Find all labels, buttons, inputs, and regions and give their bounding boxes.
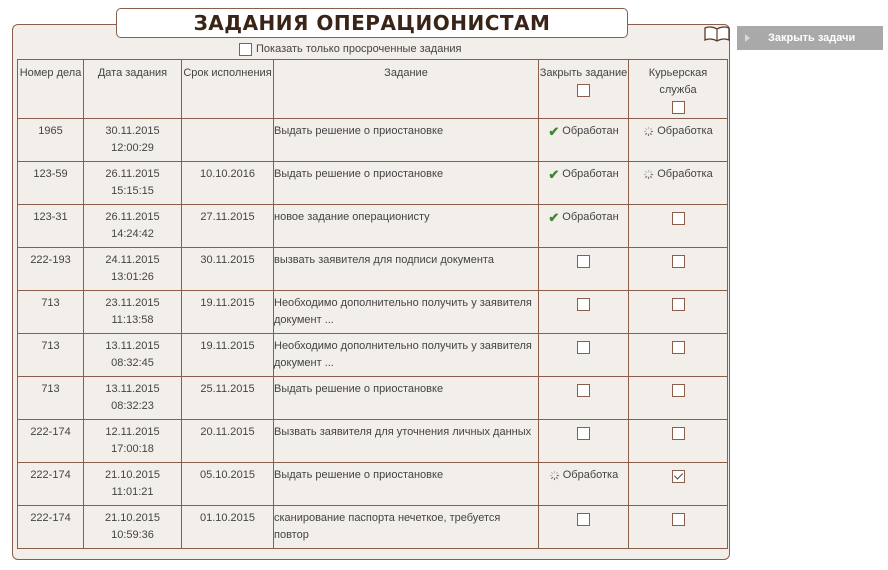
courier-checkbox[interactable] bbox=[672, 384, 685, 397]
case-number: 222-193 bbox=[30, 254, 71, 266]
checkmark-icon: ✔ bbox=[548, 167, 560, 182]
spinner-icon bbox=[549, 470, 560, 481]
col-header-number: Номер дела bbox=[18, 60, 84, 119]
checkmark-icon: ✔ bbox=[548, 210, 560, 225]
task-date: 13.11.2015 bbox=[105, 383, 160, 395]
task-text: Выдать решение о приостановке bbox=[274, 125, 444, 137]
courier-cell bbox=[629, 506, 728, 549]
courier-cell bbox=[629, 463, 728, 506]
task-date-cell bbox=[84, 463, 182, 506]
close-task-checkbox[interactable] bbox=[577, 513, 590, 526]
courier-all-checkbox[interactable] bbox=[672, 101, 685, 114]
deadline-cell bbox=[182, 420, 274, 463]
case-number: 123-31 bbox=[33, 211, 68, 223]
task-time: 12:00:29 bbox=[111, 142, 154, 154]
case-number: 222-174 bbox=[30, 469, 71, 481]
close-task-cell bbox=[539, 463, 629, 506]
courier-cell bbox=[629, 205, 728, 248]
col-header-date: Дата задания bbox=[84, 60, 182, 119]
task-date: 30.11.2015 bbox=[105, 125, 160, 137]
case-number: 222-174 bbox=[30, 426, 71, 438]
task-cell bbox=[274, 248, 539, 291]
close-task-checkbox[interactable] bbox=[577, 255, 590, 268]
overdue-filter-checkbox[interactable] bbox=[239, 43, 252, 56]
task-date: 21.10.2015 bbox=[104, 469, 161, 481]
close-tasks-label: Закрыть задачи bbox=[768, 32, 856, 44]
courier-checkbox[interactable] bbox=[672, 298, 685, 311]
task-text: Выдать решение о приостановке bbox=[274, 469, 444, 481]
status-text: Обработан bbox=[562, 168, 619, 180]
task-time: 08:32:45 bbox=[111, 357, 154, 369]
case-number: 1965 bbox=[38, 125, 63, 137]
deadline-cell bbox=[182, 506, 274, 549]
case-number-cell bbox=[18, 420, 84, 463]
task-date-cell bbox=[84, 506, 182, 549]
table-row[interactable] bbox=[18, 377, 728, 420]
task-date-cell bbox=[84, 420, 182, 463]
status-text: Обработка bbox=[657, 125, 713, 137]
col-header-close: Закрыть задание bbox=[539, 60, 629, 119]
task-time: 14:24:42 bbox=[111, 228, 154, 240]
spinner-icon bbox=[643, 126, 654, 137]
courier-cell bbox=[629, 334, 728, 377]
courier-checkbox[interactable] bbox=[672, 427, 685, 440]
overdue-filter-label: Показать только просроченные задания bbox=[256, 43, 462, 55]
table-row[interactable] bbox=[18, 205, 728, 248]
task-time: 11:01:21 bbox=[111, 486, 154, 498]
task-cell bbox=[274, 205, 539, 248]
close-task-checkbox[interactable] bbox=[577, 384, 590, 397]
close-task-checkbox[interactable] bbox=[577, 427, 590, 440]
task-date: 12.11.2015 bbox=[105, 426, 160, 438]
deadline-cell bbox=[182, 205, 274, 248]
status-processed bbox=[548, 209, 618, 226]
deadline: 10.10.2016 bbox=[199, 168, 256, 180]
col-header-deadline: Срок исполнения bbox=[182, 60, 274, 119]
task-text: новое задание операционисту bbox=[274, 211, 430, 223]
close-tasks-button[interactable] bbox=[737, 26, 883, 50]
deadline: 05.10.2015 bbox=[199, 469, 256, 481]
close-task-checkbox[interactable] bbox=[577, 298, 590, 311]
courier-checkbox[interactable] bbox=[672, 470, 685, 483]
task-time: 15:15:15 bbox=[111, 185, 154, 197]
courier-cell bbox=[629, 420, 728, 463]
task-cell bbox=[274, 119, 539, 162]
deadline: 30.11.2015 bbox=[200, 254, 255, 266]
status-text: Обработка bbox=[562, 469, 619, 481]
task-date: 26.11.2015 bbox=[105, 211, 160, 223]
table-header-row bbox=[18, 60, 728, 119]
task-date-cell bbox=[84, 205, 182, 248]
case-number: 222-174 bbox=[30, 512, 71, 524]
close-task-cell bbox=[539, 162, 629, 205]
case-number-cell bbox=[18, 334, 84, 377]
table-row[interactable] bbox=[18, 506, 728, 549]
task-text: Необходимо дополнительно получить у заявителя документ ... bbox=[274, 340, 532, 369]
table-row[interactable] bbox=[18, 119, 728, 162]
deadline-cell bbox=[182, 377, 274, 420]
courier-checkbox[interactable] bbox=[672, 513, 685, 526]
courier-cell bbox=[629, 377, 728, 420]
status-text: Обработка bbox=[657, 168, 713, 180]
table-row[interactable] bbox=[18, 291, 728, 334]
task-time: 13:01:26 bbox=[111, 271, 154, 283]
deadline-cell bbox=[182, 291, 274, 334]
task-text: Вызвать заявителя для уточнения личных данных bbox=[274, 426, 532, 438]
deadline: 25.11.2015 bbox=[200, 383, 255, 395]
deadline: 19.11.2015 bbox=[200, 340, 255, 352]
task-cell bbox=[274, 291, 539, 334]
status-processing bbox=[643, 123, 712, 140]
close-task-cell bbox=[539, 506, 629, 549]
status-processing bbox=[643, 166, 712, 183]
case-number-cell bbox=[18, 463, 84, 506]
deadline-cell bbox=[182, 119, 274, 162]
book-icon[interactable] bbox=[704, 26, 730, 42]
case-number: 713 bbox=[41, 297, 60, 309]
close-all-checkbox[interactable] bbox=[577, 84, 590, 97]
courier-checkbox[interactable] bbox=[672, 341, 685, 354]
table-row[interactable] bbox=[18, 248, 728, 291]
task-time: 10:59:36 bbox=[111, 529, 154, 541]
task-cell bbox=[274, 334, 539, 377]
case-number-cell bbox=[18, 377, 84, 420]
close-task-cell bbox=[539, 420, 629, 463]
task-date-cell bbox=[84, 291, 182, 334]
deadline: 20.11.2015 bbox=[200, 426, 255, 438]
courier-checkbox[interactable] bbox=[672, 255, 685, 268]
task-cell bbox=[274, 162, 539, 205]
case-number-cell bbox=[18, 506, 84, 549]
task-time: 11:13:58 bbox=[111, 314, 154, 326]
task-date-cell bbox=[84, 334, 182, 377]
spinner-icon bbox=[643, 169, 654, 180]
status-processed bbox=[548, 166, 618, 183]
task-text: Выдать решение о приостановке bbox=[274, 168, 444, 180]
close-task-cell bbox=[539, 291, 629, 334]
checkmark-icon: ✔ bbox=[548, 124, 560, 139]
deadline: 27.11.2015 bbox=[200, 211, 255, 223]
close-task-cell bbox=[539, 377, 629, 420]
arrow-icon bbox=[745, 34, 750, 42]
task-text: вызвать заявителя для подписи документа bbox=[274, 254, 494, 266]
case-number: 713 bbox=[41, 383, 60, 395]
task-date: 13.11.2015 bbox=[105, 340, 160, 352]
task-cell bbox=[274, 420, 539, 463]
case-number-cell bbox=[18, 291, 84, 334]
table-row[interactable] bbox=[18, 463, 728, 506]
table-row[interactable] bbox=[18, 334, 728, 377]
case-number-cell bbox=[18, 205, 84, 248]
courier-cell bbox=[629, 291, 728, 334]
task-cell bbox=[274, 377, 539, 420]
courier-checkbox[interactable] bbox=[672, 212, 685, 225]
close-task-cell bbox=[539, 205, 629, 248]
close-task-cell bbox=[539, 334, 629, 377]
task-date: 26.11.2015 bbox=[105, 168, 160, 180]
deadline-cell bbox=[182, 248, 274, 291]
col-header-courier: Курьерская служба bbox=[629, 60, 728, 119]
task-date-cell bbox=[84, 162, 182, 205]
task-date: 24.11.2015 bbox=[105, 254, 160, 266]
case-number: 713 bbox=[41, 340, 60, 352]
close-task-cell bbox=[539, 119, 629, 162]
table-row[interactable] bbox=[18, 420, 728, 463]
task-text: Выдать решение о приостановке bbox=[274, 383, 444, 395]
deadline-cell bbox=[182, 463, 274, 506]
case-number: 123-59 bbox=[33, 168, 68, 180]
task-date-cell bbox=[84, 119, 182, 162]
task-time: 08:32:23 bbox=[111, 400, 154, 412]
deadline: 19.11.2015 bbox=[200, 297, 255, 309]
col-header-task: Задание bbox=[274, 60, 539, 119]
deadline: 01.10.2015 bbox=[199, 512, 256, 524]
table-row[interactable] bbox=[18, 162, 728, 205]
tasks-table bbox=[17, 59, 728, 549]
task-cell bbox=[274, 506, 539, 549]
close-task-checkbox[interactable] bbox=[577, 341, 590, 354]
courier-cell bbox=[629, 119, 728, 162]
task-date-cell bbox=[84, 377, 182, 420]
overdue-filter[interactable] bbox=[239, 42, 462, 56]
status-processed bbox=[548, 123, 618, 140]
close-task-cell bbox=[539, 248, 629, 291]
task-date: 23.11.2015 bbox=[105, 297, 160, 309]
case-number-cell bbox=[18, 248, 84, 291]
status-text: Обработан bbox=[562, 211, 619, 223]
status-text: Обработан bbox=[562, 125, 619, 137]
courier-cell bbox=[629, 162, 728, 205]
case-number-cell bbox=[18, 119, 84, 162]
deadline-cell bbox=[182, 162, 274, 205]
task-date: 21.10.2015 bbox=[104, 512, 161, 524]
task-time: 17:00:18 bbox=[111, 443, 154, 455]
status-processing bbox=[549, 467, 618, 484]
courier-cell bbox=[629, 248, 728, 291]
task-cell bbox=[274, 463, 539, 506]
task-text: Необходимо дополнительно получить у заявителя документ ... bbox=[274, 297, 532, 326]
page-title: ЗАДАНИЯ ОПЕРАЦИОНИСТАМ bbox=[116, 8, 628, 38]
task-text: сканирование паспорта нечеткое, требуется повтор bbox=[274, 512, 501, 541]
case-number-cell bbox=[18, 162, 84, 205]
task-date-cell bbox=[84, 248, 182, 291]
deadline-cell bbox=[182, 334, 274, 377]
